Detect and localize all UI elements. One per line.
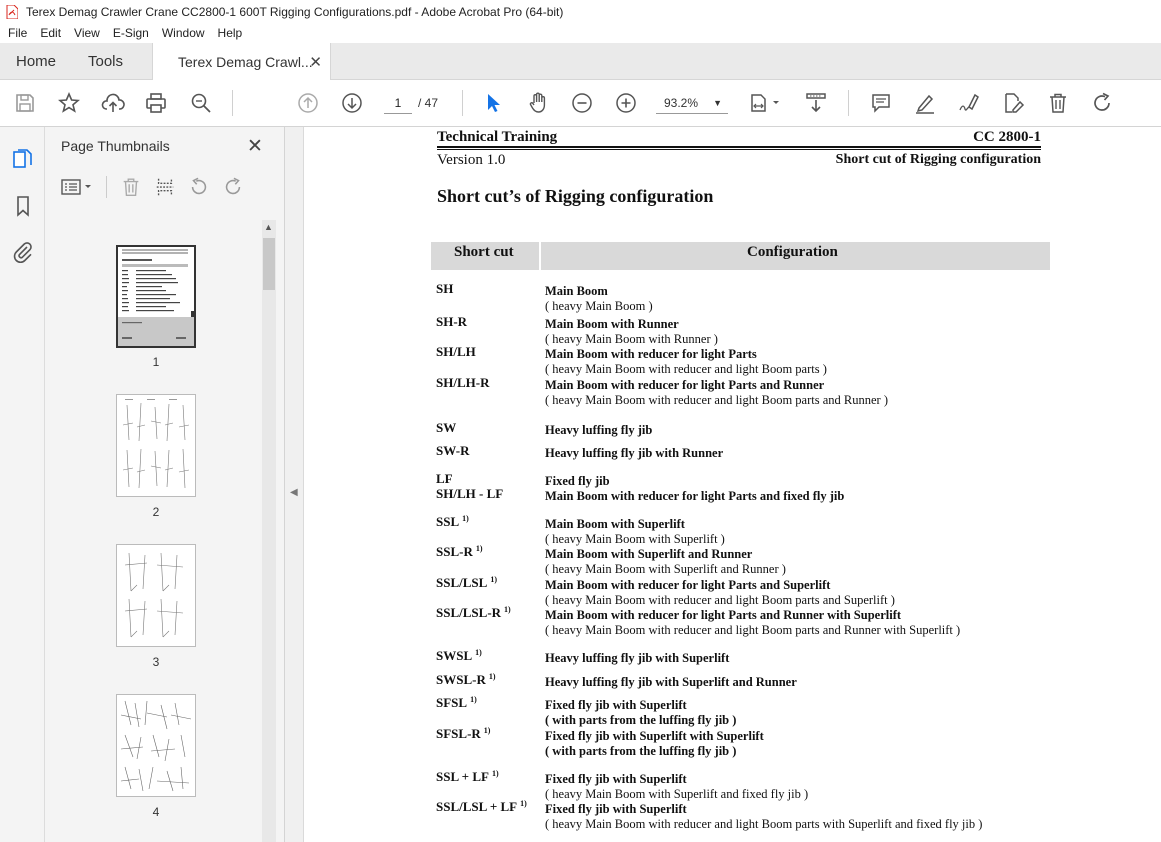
configuration-cell — [545, 446, 723, 461]
search-zoom-icon[interactable] — [189, 91, 213, 115]
shortcut-code — [436, 672, 496, 688]
shortcut-text: SSL/LSL + LF — [436, 799, 518, 814]
header-right: CC 2800-1 — [973, 129, 1041, 145]
configuration-cell — [545, 474, 610, 489]
configuration-name: ( with parts from the luffing fly jib ) — [545, 744, 737, 759]
shortcut-text: SSL/LSL-R — [436, 605, 502, 620]
shortcut-code — [436, 486, 503, 502]
configuration-name: Heavy luffing fly jib with Runner — [545, 446, 724, 460]
shortcut-text: SW-R — [436, 443, 470, 458]
configuration-cell — [545, 489, 844, 504]
thumbnail-3-preview — [117, 545, 195, 646]
menu-window[interactable]: Window — [161, 26, 205, 40]
rotate-counterclockwise-icon[interactable] — [188, 176, 210, 198]
page-thumbnail-3[interactable] — [116, 544, 196, 647]
page-thumbnails-panel — [45, 127, 285, 842]
configuration-name: Heavy luffing fly jib — [545, 423, 653, 437]
configuration-name: Heavy luffing fly jib with Superlift and Runner — [545, 675, 797, 689]
table-header — [431, 242, 1050, 270]
tab-bar — [0, 43, 1161, 80]
page-number-input[interactable]: 1 — [384, 92, 412, 114]
configuration-name: Fixed fly jib with Superlift — [545, 698, 687, 712]
pdf-page — [304, 127, 1161, 842]
save-icon[interactable] — [13, 91, 37, 115]
configuration-name: Main Boom with Runner — [545, 317, 679, 331]
shortcut-text: SH-R — [436, 314, 468, 329]
configuration-detail: ( heavy Main Boom with reducer and light Boom parts and Superlift ) — [545, 593, 895, 608]
comment-icon[interactable] — [869, 91, 893, 115]
window-title: Terex Demag Crawler Crane CC2800-1 600T Rigging Configurations.pdf - Adobe Acrobat Pro (64-bit) — [26, 4, 564, 19]
shortcut-code — [436, 314, 467, 330]
menu-bar — [0, 23, 1161, 43]
toolbar-divider — [106, 176, 107, 198]
delete-page-icon[interactable] — [120, 176, 142, 198]
footnote-marker: 1) — [475, 648, 482, 657]
thumbnail-label-1: 1 — [152, 355, 160, 369]
configuration-name: ( with parts from the luffing fly jib ) — [545, 713, 737, 728]
configuration-detail: ( heavy Main Boom with Superlift ) — [545, 532, 725, 547]
shortcut-text: SH/LH — [436, 344, 476, 359]
configuration-cell — [545, 317, 718, 348]
thumbnail-label-2: 2 — [152, 505, 160, 519]
title-bar — [0, 0, 1161, 23]
configuration-name: Main Boom with reducer for light Parts and Superlift — [545, 578, 831, 592]
configuration-detail: ( heavy Main Boom with Superlift and Runner ) — [545, 562, 786, 577]
attachment-paperclip-icon[interactable] — [11, 240, 35, 264]
page-thumbnails-icon[interactable] — [11, 147, 35, 171]
shortcut-code — [436, 443, 469, 459]
panel-title: Page Thumbnails — [61, 138, 170, 154]
chevron-down-icon: ▼ — [713, 98, 722, 108]
toolbar-divider — [848, 90, 849, 116]
shortcut-text: SSL + LF — [436, 769, 489, 784]
column-header-shortcut: Short cut — [454, 244, 514, 260]
thumbnail-label-4: 4 — [152, 805, 160, 819]
collapse-arrow-icon[interactable]: ◀ — [290, 487, 298, 498]
shortcut-text: SFSL — [436, 695, 468, 710]
shortcut-code — [436, 544, 483, 560]
shortcut-code — [436, 471, 453, 487]
previous-page-icon[interactable] — [296, 91, 320, 115]
configuration-detail: ( heavy Main Boom ) — [545, 299, 653, 314]
zoom-value: 93.2% — [664, 96, 699, 110]
configuration-detail: ( heavy Main Boom with reducer and light Boom parts with Superlift and fixed fly jib ) — [545, 817, 983, 832]
shortcut-text: SWSL-R — [436, 672, 486, 687]
menu-esign[interactable]: E-Sign — [112, 26, 149, 40]
star-bookmark-icon[interactable] — [57, 91, 81, 115]
configuration-detail: ( heavy Main Boom with Superlift and fixed fly jib ) — [545, 787, 809, 802]
configuration-cell — [545, 698, 736, 729]
shortcut-code — [436, 375, 489, 391]
configuration-cell — [545, 517, 725, 548]
next-page-icon[interactable] — [340, 91, 364, 115]
highlight-pen-icon[interactable] — [913, 91, 937, 115]
configuration-name: Heavy luffing fly jib with Superlift — [545, 651, 730, 665]
footnote-marker: 1) — [483, 726, 491, 735]
configuration-cell — [545, 284, 653, 315]
zoom-dropdown[interactable] — [656, 92, 728, 114]
configuration-detail: ( heavy Main Boom with reducer and light Boom parts and Runner ) — [545, 393, 888, 408]
redo-rotate-icon[interactable] — [1090, 91, 1114, 115]
configuration-detail: ( heavy Main Boom with Runner ) — [545, 332, 718, 347]
zoom-out-icon[interactable] — [570, 91, 594, 115]
select-cursor-icon[interactable] — [482, 91, 506, 115]
configuration-cell — [545, 347, 827, 378]
thumbnail-label-3: 3 — [152, 655, 160, 669]
delete-trash-icon[interactable] — [1046, 91, 1070, 115]
configuration-cell — [545, 772, 808, 803]
tab-home[interactable]: Home — [16, 53, 57, 70]
footnote-marker: 1) — [462, 514, 469, 523]
shortcut-code — [436, 281, 453, 297]
header-left: Technical Training — [437, 129, 558, 145]
toolbar-divider — [462, 90, 463, 116]
shortcut-text: SW — [436, 420, 457, 435]
thumbnail-options-icon[interactable] — [61, 177, 95, 197]
configuration-name: Fixed fly jib with Superlift with Superlift — [545, 729, 764, 743]
footnote-marker: 1) — [470, 695, 477, 704]
upload-cloud-icon[interactable] — [101, 91, 125, 115]
header-gap — [539, 242, 541, 270]
shortcut-code — [436, 769, 499, 785]
configuration-name: Fixed fly jib — [545, 474, 610, 488]
menu-edit[interactable]: Edit — [40, 26, 62, 40]
configuration-name: Main Boom with reducer for light Parts and fixed fly jib — [545, 489, 845, 503]
configuration-name: Main Boom with reducer for light Parts — [545, 347, 757, 361]
shortcut-code — [436, 648, 482, 664]
configuration-name: Main Boom — [545, 284, 608, 298]
configuration-cell — [545, 608, 960, 639]
column-header-configuration: Configuration — [747, 244, 838, 260]
page-thumbnail-4[interactable] — [116, 694, 196, 797]
page-thumbnail-2[interactable] — [116, 394, 196, 497]
subtitle-right: Short cut of Rigging configuration — [835, 152, 1041, 167]
configuration-cell — [545, 578, 895, 609]
menu-file[interactable]: File — [8, 26, 28, 40]
scroll-mode-icon[interactable] — [804, 91, 828, 115]
shortcut-text: SH — [436, 281, 454, 296]
shortcut-text: LF — [436, 471, 453, 486]
shortcut-code — [436, 605, 511, 621]
menu-help[interactable]: Help — [217, 26, 243, 40]
footnote-marker: 1) — [491, 769, 499, 778]
footnote-marker: 1) — [490, 575, 497, 584]
configuration-cell — [545, 651, 729, 666]
shortcut-code — [436, 695, 477, 711]
configuration-name: Fixed fly jib with Superlift — [545, 772, 687, 786]
tab-close-icon[interactable]: ✕ — [309, 54, 322, 71]
toolbar-divider — [232, 90, 233, 116]
configuration-cell — [545, 423, 652, 438]
configuration-name: Fixed fly jib with Superlift — [545, 802, 687, 816]
left-rail — [0, 127, 45, 842]
footnote-marker: 1) — [504, 605, 511, 614]
menu-view[interactable]: View — [74, 26, 100, 40]
thumbnail-toolbar — [45, 172, 285, 202]
page-thumbnail-1[interactable] — [116, 245, 196, 348]
thumbnail-4-preview — [117, 695, 195, 796]
shortcut-text: SH/LH-R — [436, 375, 490, 390]
panel-collapse-strip[interactable] — [285, 127, 304, 842]
tab-document[interactable] — [152, 43, 331, 81]
configuration-name: Main Boom with Superlift — [545, 517, 685, 531]
configuration-cell — [545, 729, 764, 760]
print-icon[interactable] — [144, 91, 168, 115]
thumbnail-2-preview — [117, 395, 195, 496]
version-text: Version 1.0 — [437, 152, 506, 168]
configuration-name: Main Boom with reducer for light Parts and Runner with Superlift — [545, 608, 902, 622]
shortcut-text: SSL/LSL — [436, 575, 488, 590]
page-total: / 47 — [418, 96, 439, 110]
insert-page-icon[interactable] — [154, 176, 176, 198]
header-rule — [437, 146, 1041, 148]
scroll-up-icon[interactable]: ▲ — [264, 222, 273, 232]
shortcut-text: SFSL-R — [436, 726, 481, 741]
shortcut-code — [436, 575, 497, 591]
page-fit-icon[interactable] — [749, 91, 783, 115]
shortcut-text: SWSL — [436, 648, 473, 663]
configuration-cell — [545, 802, 982, 833]
shortcut-code — [436, 344, 476, 360]
rotate-clockwise-icon[interactable] — [222, 176, 244, 198]
page-title: Short cut’s of Rigging configuration — [437, 186, 714, 206]
shortcut-text: SSL-R — [436, 544, 473, 559]
configuration-detail: ( heavy Main Boom with reducer and light Boom parts and Runner with Superlift ) — [545, 623, 961, 638]
main-toolbar — [0, 80, 1161, 127]
configuration-detail: ( heavy Main Boom with reducer and light Boom parts ) — [545, 362, 827, 377]
shortcut-code — [436, 726, 490, 742]
document-view — [304, 127, 1161, 842]
edit-pdf-icon[interactable] — [1001, 91, 1025, 115]
configuration-cell — [545, 378, 888, 409]
configuration-cell — [545, 547, 786, 578]
shortcut-text: SH/LH - LF — [436, 486, 504, 501]
header-rule — [437, 149, 1041, 150]
configuration-name: Main Boom with reducer for light Parts and Runner — [545, 378, 825, 392]
thumbnail-1-preview — [118, 247, 194, 346]
scrollbar-thumb[interactable] — [263, 238, 275, 290]
hand-tool-icon[interactable] — [526, 91, 550, 115]
tab-tools[interactable]: Tools — [88, 53, 124, 70]
footnote-marker: 1) — [488, 672, 496, 681]
acrobat-pdf-icon — [6, 5, 18, 19]
configuration-cell — [545, 675, 797, 690]
footnote-marker: 1) — [475, 544, 483, 553]
shortcut-code — [436, 514, 469, 530]
shortcut-code — [436, 799, 527, 815]
panel-close-icon[interactable]: ✕ — [247, 136, 263, 157]
shortcut-text: SSL — [436, 514, 460, 529]
sign-pen-icon[interactable] — [957, 91, 981, 115]
thumbnail-scrollbar[interactable] — [262, 220, 276, 842]
zoom-in-icon[interactable] — [614, 91, 638, 115]
configuration-name: Main Boom with Superlift and Runner — [545, 547, 753, 561]
tab-document-label: Terex Demag Crawl... — [178, 54, 313, 70]
bookmark-icon[interactable] — [11, 194, 35, 218]
shortcut-code — [436, 420, 456, 436]
footnote-marker: 1) — [520, 799, 527, 808]
